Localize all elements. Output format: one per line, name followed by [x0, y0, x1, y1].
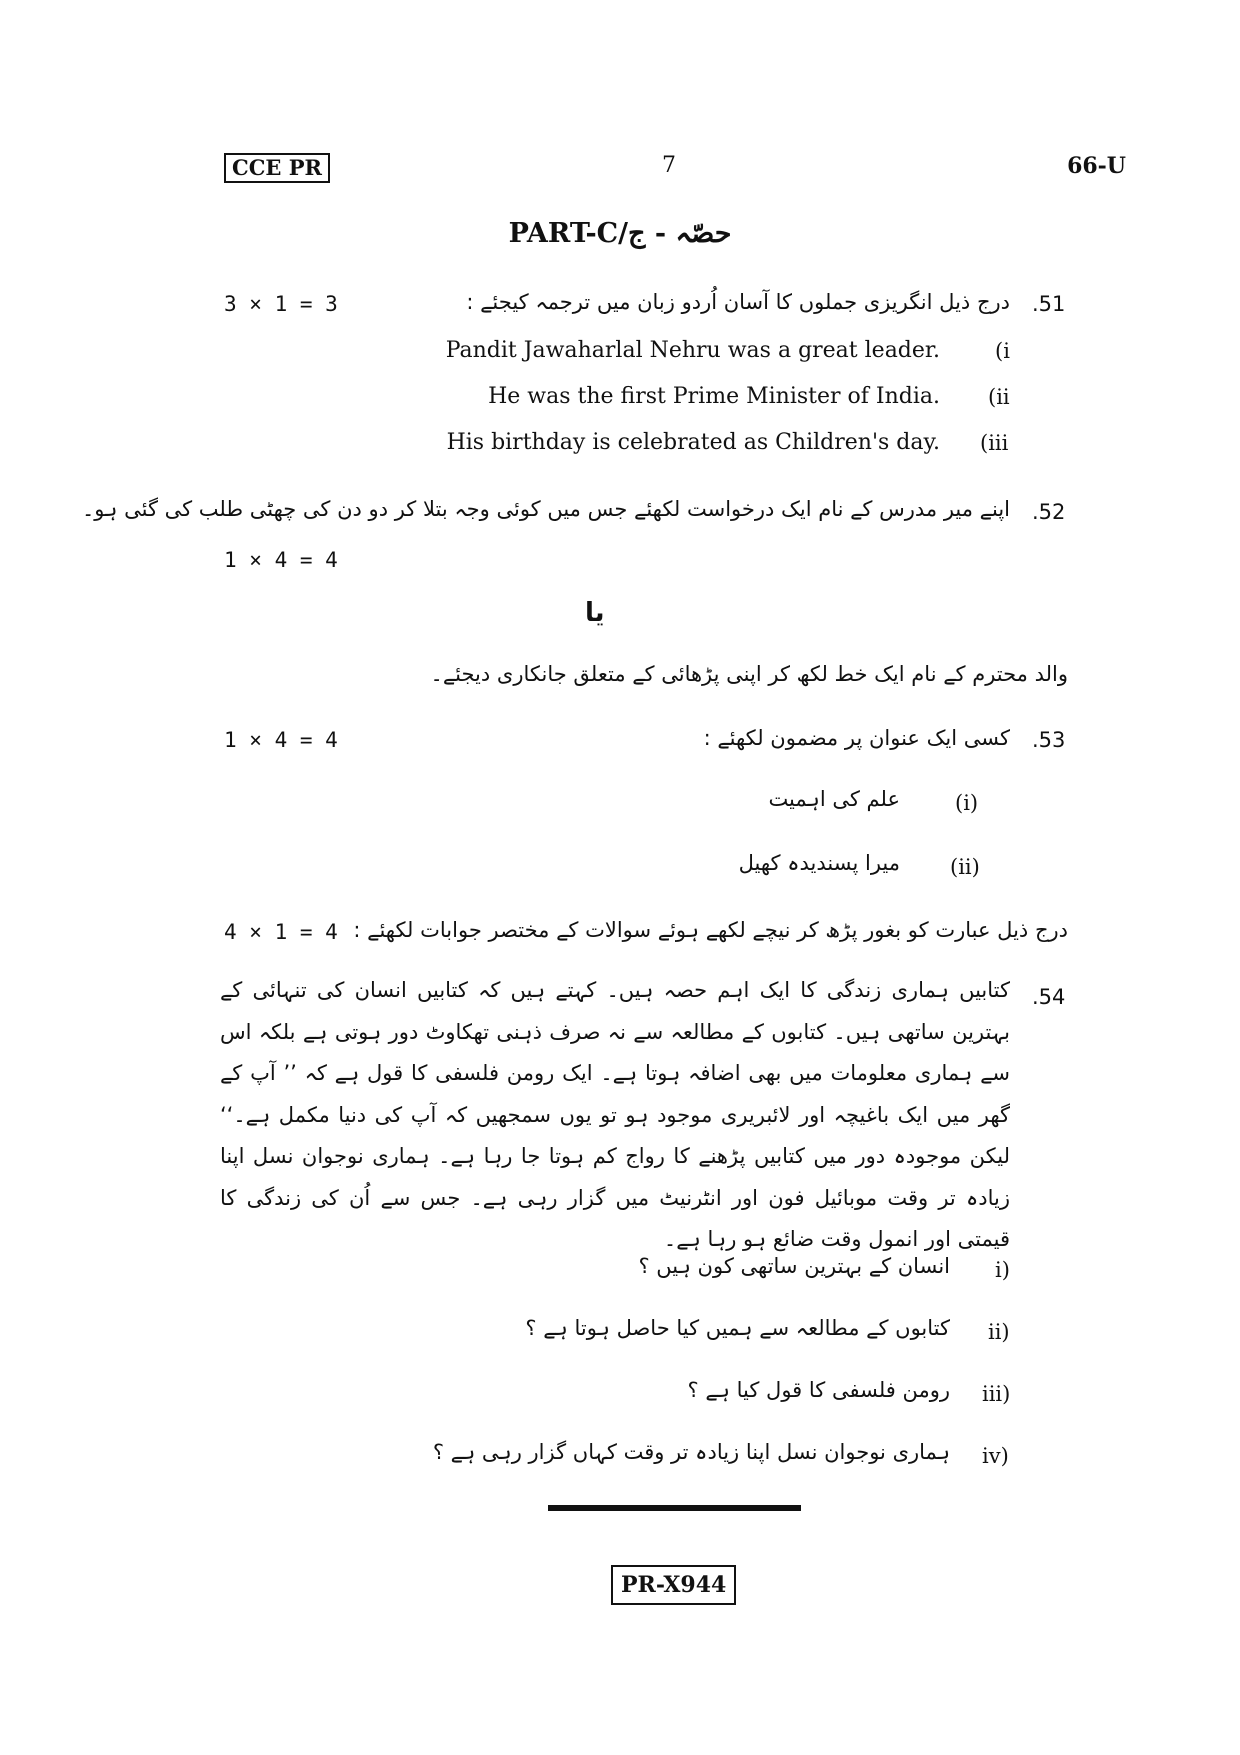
q54-passage: کتابیں ہماری زندگی کا ایک اہم حصہ ہیں۔ کہتے ہیں کہ کتابیں انسان کی تنہائی کے بہترین ساتھی ہیں۔ کتابوں کے مطالعہ سے نہ صرف ذہنی تھکاوٹ دور ہوتی ہے بلکہ اس سے ہماری معلومات میں بھی اضافہ ہوتا ہے۔ ایک رومن فلسفی کا قول ہے کہ ’’ آپ کے گھر میں ایک باغیچہ اور لائبریری موجود ہو تو یوں سمجھیں کہ آپ کی دنیا مکمل ہے۔‘‘ لیکن موجودہ دور میں کتابیں پڑھنے کا رواج کم ہوتا جا رہا ہے۔ ہماری نوجوان نسل اپنا زیادہ تر وقت موبائیل فون اور انٹرنیٹ میں گزار رہی ہے۔ جس سے اُن کی زندگی کا قیمتی اور انمول وقت ضائع ہو رہا ہے۔	[220, 978, 1010, 1251]
q54-number: .54	[1032, 985, 1066, 1009]
q51-marks: 3 × 1 = 3	[224, 292, 338, 316]
q51-number: .51	[1032, 292, 1066, 316]
q53-marks: 1 × 4 = 4	[224, 728, 338, 752]
q52-or: یا	[585, 598, 605, 628]
q52-marks: 1 × 4 = 4	[224, 548, 338, 572]
q51-item-1-text: Pandit Jawaharlal Nehru was a great leader.	[445, 338, 940, 363]
q54-question-2-text: کتابوں کے مطالعہ سے ہمیں کیا حاصل ہوتا ہے ؟	[525, 1316, 950, 1340]
q52-number: .52	[1032, 500, 1066, 524]
q53-item-1-text: علم کی اہمیت	[768, 787, 900, 811]
q52-alternative: والد محترم کے نام ایک خط لکھ کر اپنی پڑھائی کے متعلق جانکاری دیجئے۔	[430, 662, 1068, 686]
q51-instruction: درج ذیل انگریزی جملوں کا آسان اُردو زبان میں ترجمہ کیجئے :	[466, 290, 1010, 314]
q54-question-4-text: ہماری نوجوان نسل اپنا زیادہ تر وقت کہاں گزار رہی ہے ؟	[432, 1440, 950, 1464]
q54-question-1-label: i)	[995, 1258, 1010, 1282]
q54-question-3-text: رومن فلسفی کا قول کیا ہے ؟	[687, 1378, 950, 1402]
q54-question-2-label: ii)	[988, 1320, 1010, 1344]
part-title: PART-C/حصّہ - ج	[508, 218, 732, 249]
q53-item-2-text: میرا پسندیدہ کھیل	[738, 851, 900, 875]
footer-code: PR-X944	[611, 1565, 736, 1605]
q54-question-3-label: iii)	[982, 1382, 1011, 1406]
q53-number: .53	[1032, 728, 1066, 752]
q52-instruction: اپنے میر مدرس کے نام ایک درخواست لکھئے جس میں کوئی وجہ بتلا کر دو دن کی چھٹی طلب کی گئی ہو۔	[81, 497, 1010, 521]
header-left-code: CCE PR	[224, 153, 330, 183]
q51-item-3-text: His birthday is celebrated as Children's day.	[446, 430, 940, 455]
q54-question-1-text: انسان کے بہترین ساتھی کون ہیں ؟	[638, 1254, 950, 1278]
q53-item-2-label: (ii)	[950, 855, 980, 879]
q51-item-2-label: (ii	[988, 385, 1010, 409]
page-number: 7	[662, 153, 676, 178]
q53-item-1-label: (i)	[955, 791, 979, 815]
q54-question-4-label: iv)	[982, 1444, 1009, 1468]
comprehension-instruction: درج ذیل عبارت کو بغور پڑھ کر نیچے لکھے ہوئے سوالات کے مختصر جوابات لکھئے :	[353, 918, 1068, 942]
q51-item-3-label: (iii	[980, 431, 1009, 455]
comprehension-marks: 4 × 1 = 4	[224, 920, 338, 944]
q51-item-2-text: He was the first Prime Minister of India.	[488, 384, 940, 409]
q53-instruction: کسی ایک عنوان پر مضمون لکھئے :	[703, 726, 1010, 750]
header-right-code: 66-U	[1067, 153, 1126, 179]
end-rule	[548, 1505, 801, 1511]
q51-item-1-label: (i	[995, 339, 1010, 363]
